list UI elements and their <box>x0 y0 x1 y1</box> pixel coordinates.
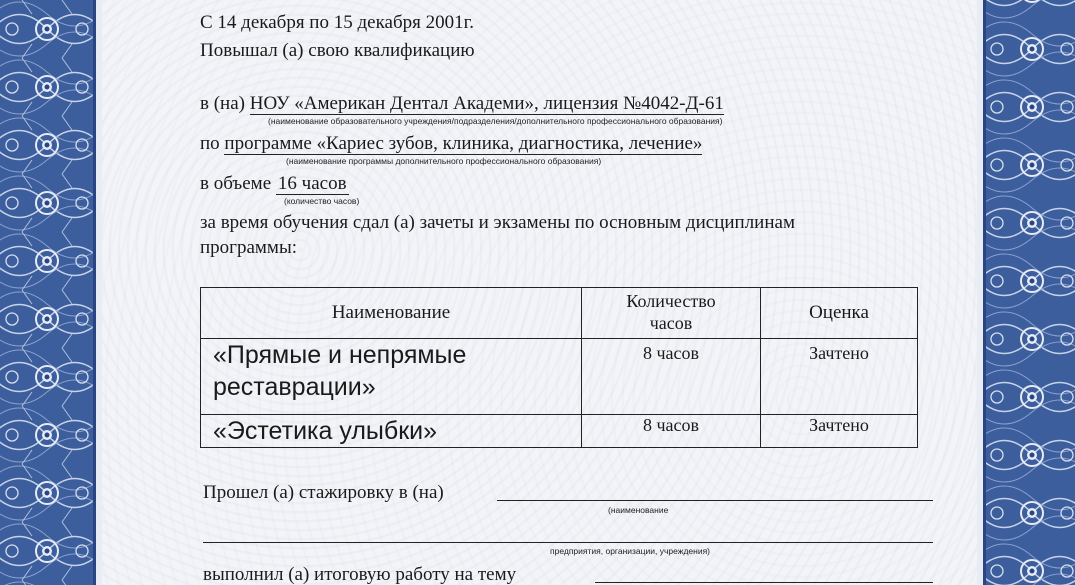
final-work-blank-line <box>595 582 933 583</box>
discipline-name-line2: реставрации» <box>213 373 376 401</box>
header-name: Наименование <box>201 288 582 339</box>
discipline-name-line1: «Прямые и непрямые <box>213 341 467 369</box>
header-hours-line2: часов <box>649 313 693 333</box>
volume-value: 16 часов <box>277 173 347 194</box>
discipline-grade: Зачтено <box>761 415 918 448</box>
discipline-grade: Зачтено <box>761 339 918 415</box>
volume-line <box>200 173 349 195</box>
internship-caption-1: (наименование <box>608 505 669 515</box>
institution-caption: (наименование образовательного учреждения/подразделения/дополнительного профессионального образования) <box>268 116 723 126</box>
institution-line <box>200 93 724 115</box>
exams-line-2: программы: <box>200 237 297 258</box>
institution-value: НОУ «Американ Дентал Академи», лицензия №4042-Д-61 <box>249 93 724 114</box>
program-line <box>200 133 702 155</box>
discipline-hours: 8 часов <box>582 339 761 415</box>
final-work-label: выполнил (а) итоговую работу на тему <box>203 564 517 585</box>
guilloche-border-left <box>0 0 102 585</box>
institution-prefix: в (на) <box>200 93 245 114</box>
qualification-line: Повышал (а) свою квалификацию <box>200 40 475 61</box>
volume-caption: (количество часов) <box>284 196 360 206</box>
dates-line: С 14 декабря по 15 декабря 2001г. <box>200 12 475 33</box>
guilloche-border-right <box>977 0 1075 585</box>
discipline-name: «Эстетика улыбки» <box>201 415 582 448</box>
discipline-name <box>201 339 582 415</box>
disciplines-table <box>200 287 918 448</box>
exams-line-1: за время обучения сдал (а) зачеты и экзамены по основным дисциплинам <box>200 212 795 233</box>
program-caption: (наименование программы дополнительного профессионального образования) <box>286 156 602 166</box>
header-hours-line1: Количество <box>626 291 716 311</box>
internship-blank-line <box>497 500 933 501</box>
header-grade: Оценка <box>761 288 918 339</box>
program-value: программе «Кариес зубов, клиника, диагностика, лечение» <box>224 133 703 154</box>
discipline-hours: 8 часов <box>582 415 761 448</box>
table-row <box>201 339 918 415</box>
internship-blank-line-2 <box>203 542 933 543</box>
table-row <box>201 415 918 448</box>
internship-caption-2: предприятия, организации, учреждения) <box>550 546 711 556</box>
internship-label: Прошел (а) стажировку в (на) <box>203 482 444 503</box>
volume-prefix: в объеме <box>200 173 272 194</box>
header-hours <box>582 288 761 339</box>
table-header-row <box>201 288 918 339</box>
program-prefix: по <box>200 133 220 154</box>
